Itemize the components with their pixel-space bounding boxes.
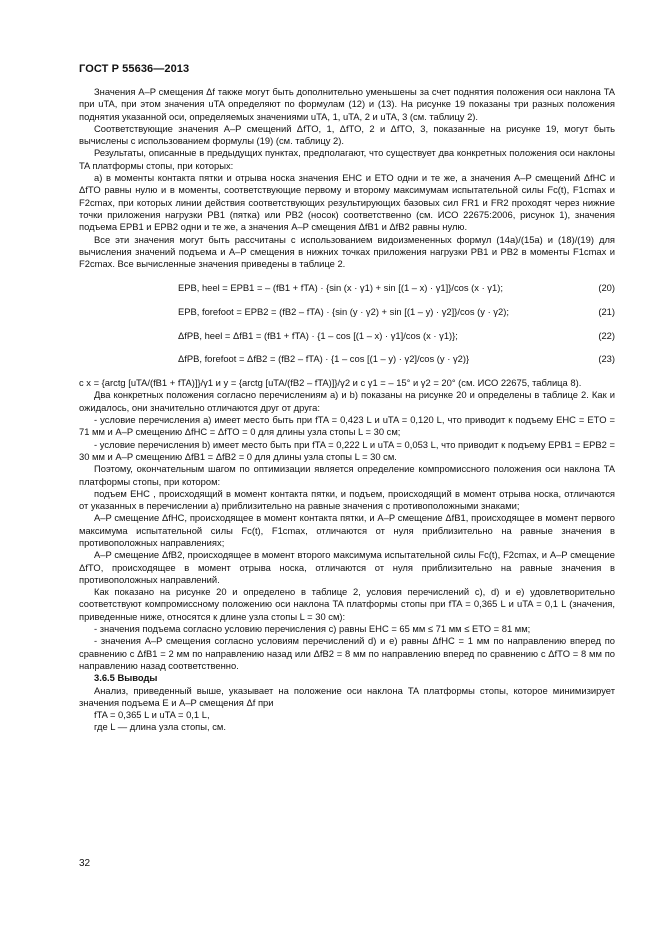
list-item: - условие перечисления а) имеет место быть при fTA = 0,423 L и uTA = 0,120 L, что приводит к подъему EHC = ETO = 71 мм и A–P смещению ΔfHC = ΔfTO = 0 для длины узла стопы L = 30 см;: [79, 414, 615, 438]
list-item: подъем EHC , происходящий в момент контакта пятки, и подъем, происходящий в момент отрыва носка, отличаются от указанных в перечислении а) приблизительно на равные значения с противоположными знаками;: [79, 487, 615, 512]
list-item: - значения A–P смещения согласно условиям перечислений d) и е) равны ΔfHC = 1 мм по направлению вперед по сравнению с ΔfB1 = 2 мм по направлению назад или ΔfB2 = 8 мм по направлению вперед по сравнению с ΔfTO = 8 мм по направлению назад соответственно.: [79, 635, 615, 671]
equation-text: EPB, heel = EPB1 = – (fB1 + fTA) · {sin (x · γ1) + sin [(1 – x) · γ1]}/cos (x · γ1);: [178, 281, 503, 293]
paragraph: Соответствующие значения A–P смещений ΔfTO, 1, ΔfTO, 2 и ΔfTO, 3, показанные на рисунке 19, могут быть вычислены с использованием формулы (19) (см. таблицу 2).: [79, 122, 615, 147]
paragraph: Все эти значения могут быть рассчитаны с использованием видоизмененных формул (14а)/(15а) и (18)/(19) для вычисления значений подъема и А–Р смещения в нижних точках приложения нагрузки PB1 и PB2 в моменты F1cmax и F2cmax. Все вычисленные значения приведены в таблице 2.: [79, 233, 615, 270]
list-item: - условие перечисления b) имеет место быть при fTA = 0,222 L и uTA = 0,053 L, что приводит к подъему EPB1 = EPB2 = 30 мм и A–P смещению ΔfB1 = ΔfB2 = 0 для длины узла стопы L = 30 см.: [79, 438, 615, 462]
paragraph: Два конкретных положения согласно перечислениям а) и b) показаны на рисунке 20 и определены в таблице 2. Как и ожидалось, они значительно отличаются друг от друга:: [79, 389, 615, 413]
equation-text: ΔfPB, forefoot = ΔfB2 = (fB2 – fTA) · {1 – cos [(1 – y) · γ2]/cos (y · γ2)}: [178, 353, 470, 365]
document-header: ГОСТ Р 55636—2013: [79, 63, 190, 75]
page-number: 32: [79, 858, 91, 869]
equation-text: EPB, forefoot = EPB2 = (fB2 – fTA) · {sin (y · γ2) + sin [(1 – y) · γ2]}/cos (y · γ2);: [178, 305, 509, 317]
equation-text: ΔfPB, heel = ΔfB1 = (fB1 + fTA) · {1 – cos [(1 – x) · γ1]/cos (x · γ1)};: [178, 329, 458, 341]
section-heading: 3.6.5 Выводы: [94, 672, 158, 684]
paragraph: Как показано на рисунке 20 и определено в таблице 2, условия перечислений с), d) и е) удовлетворительно соответствуют компромиссному положению оси наклона TA платформы стопы при fTA = 0,365 L и uTA = 0,1 L (значения, приведенные ниже, относятся к длине узла стопы L = 30 см):: [79, 586, 615, 622]
equation-number: (21): [598, 305, 615, 317]
document-body: [79, 86, 615, 734]
paragraph: Результаты, описанные в предыдущих пунктах, предполагают, что существует два конкретных положения оси наклоны TA платформы стопы, при которых:: [79, 147, 615, 171]
list-item: A–P смещение ΔfB2, происходящее в момент второго максимума испытательной силы Fc(t), F2cmax, и A–P смещение ΔfTO, происходящее в момент отрыва носка, отличаются от нуля приблизительно на равные значения в противоположных направлений.: [79, 549, 615, 585]
list-item: - значения подъема согласно условию перечисления с) равны EHC = 65 мм ≤ 71 мм ≤ ETO = 81 мм;: [94, 623, 531, 635]
equation-number: (22): [598, 329, 615, 341]
equation-21: [79, 306, 615, 318]
list-item: A–P смещение ΔfHC, происходящее в момент контакта пятки, и A–P смещение ΔfB1, происходящее в момент первого максимума испытательной силы Fc(t), F1cmax, отличаются от нуля приблизительно на равные значения в противоположных направлениях;: [79, 512, 615, 548]
equation-20: [79, 282, 615, 294]
paragraph: Поэтому, окончательным шагом по оптимизации является определение компромиссного положения оси наклона TA платформы стопы, при котором:: [79, 463, 615, 487]
paragraph: fTA = 0,365 L и uTA = 0,1 L,: [94, 709, 210, 721]
paragraph-where: с x = {arctg [uTA/(fB1 + fTA)]}/γ1 и y = {arctg [uTA/(fB2 – fTA)]}/γ2 и с γ1 = – 15° и γ2 = 20° (см. ИСО 22675, таблица 8).: [79, 377, 582, 389]
paragraph: Значения A–P смещения Δf также могут быть дополнительно уменьшены за счет поднятия положения оси наклона TA при uTA, при этом значения uTA определяют по формулам (12) и (13). На рисунке 19 показаны три разных положения поднятия указанной оси, определяемых значениями uTA, 1, uTA, 2 и uTA, 3 (см. таблицу 2).: [79, 86, 615, 122]
equation-number: (20): [598, 281, 615, 293]
paragraph-list-a: а) в моменты контакта пятки и отрыва носка значения EHC и ETO одни и те же, а значения A–P смещений ΔfHC и ΔfTO равны нулю и в моменты, соответствующие первому и второму максимумам испытательной силы Fc(t), F1cmax и F2cmax, при которых линии действия соответствующих результирующих базовых сил FR1 и FR2 проходят через нижние точки приложения нагрузки PB1 (пятка) или PB2 (носок) соответственно (см. ИСО 22675:2006, рисунок 1), значения подъема EPB1 и EPB2 одни и те же, а значения A–P смещения ΔfB1 и ΔfB2 равны нулю.: [79, 172, 615, 233]
equation-22: [79, 330, 615, 342]
paragraph: где L — длина узла стопы, см.: [94, 721, 226, 733]
paragraph: Анализ, приведенный выше, указывает на положение оси наклона TA платформы стопы, которое минимизирует значения подъема E и A–P смещения Δf при: [79, 684, 615, 708]
equation-number: (23): [598, 353, 615, 365]
equation-23: [79, 353, 615, 365]
